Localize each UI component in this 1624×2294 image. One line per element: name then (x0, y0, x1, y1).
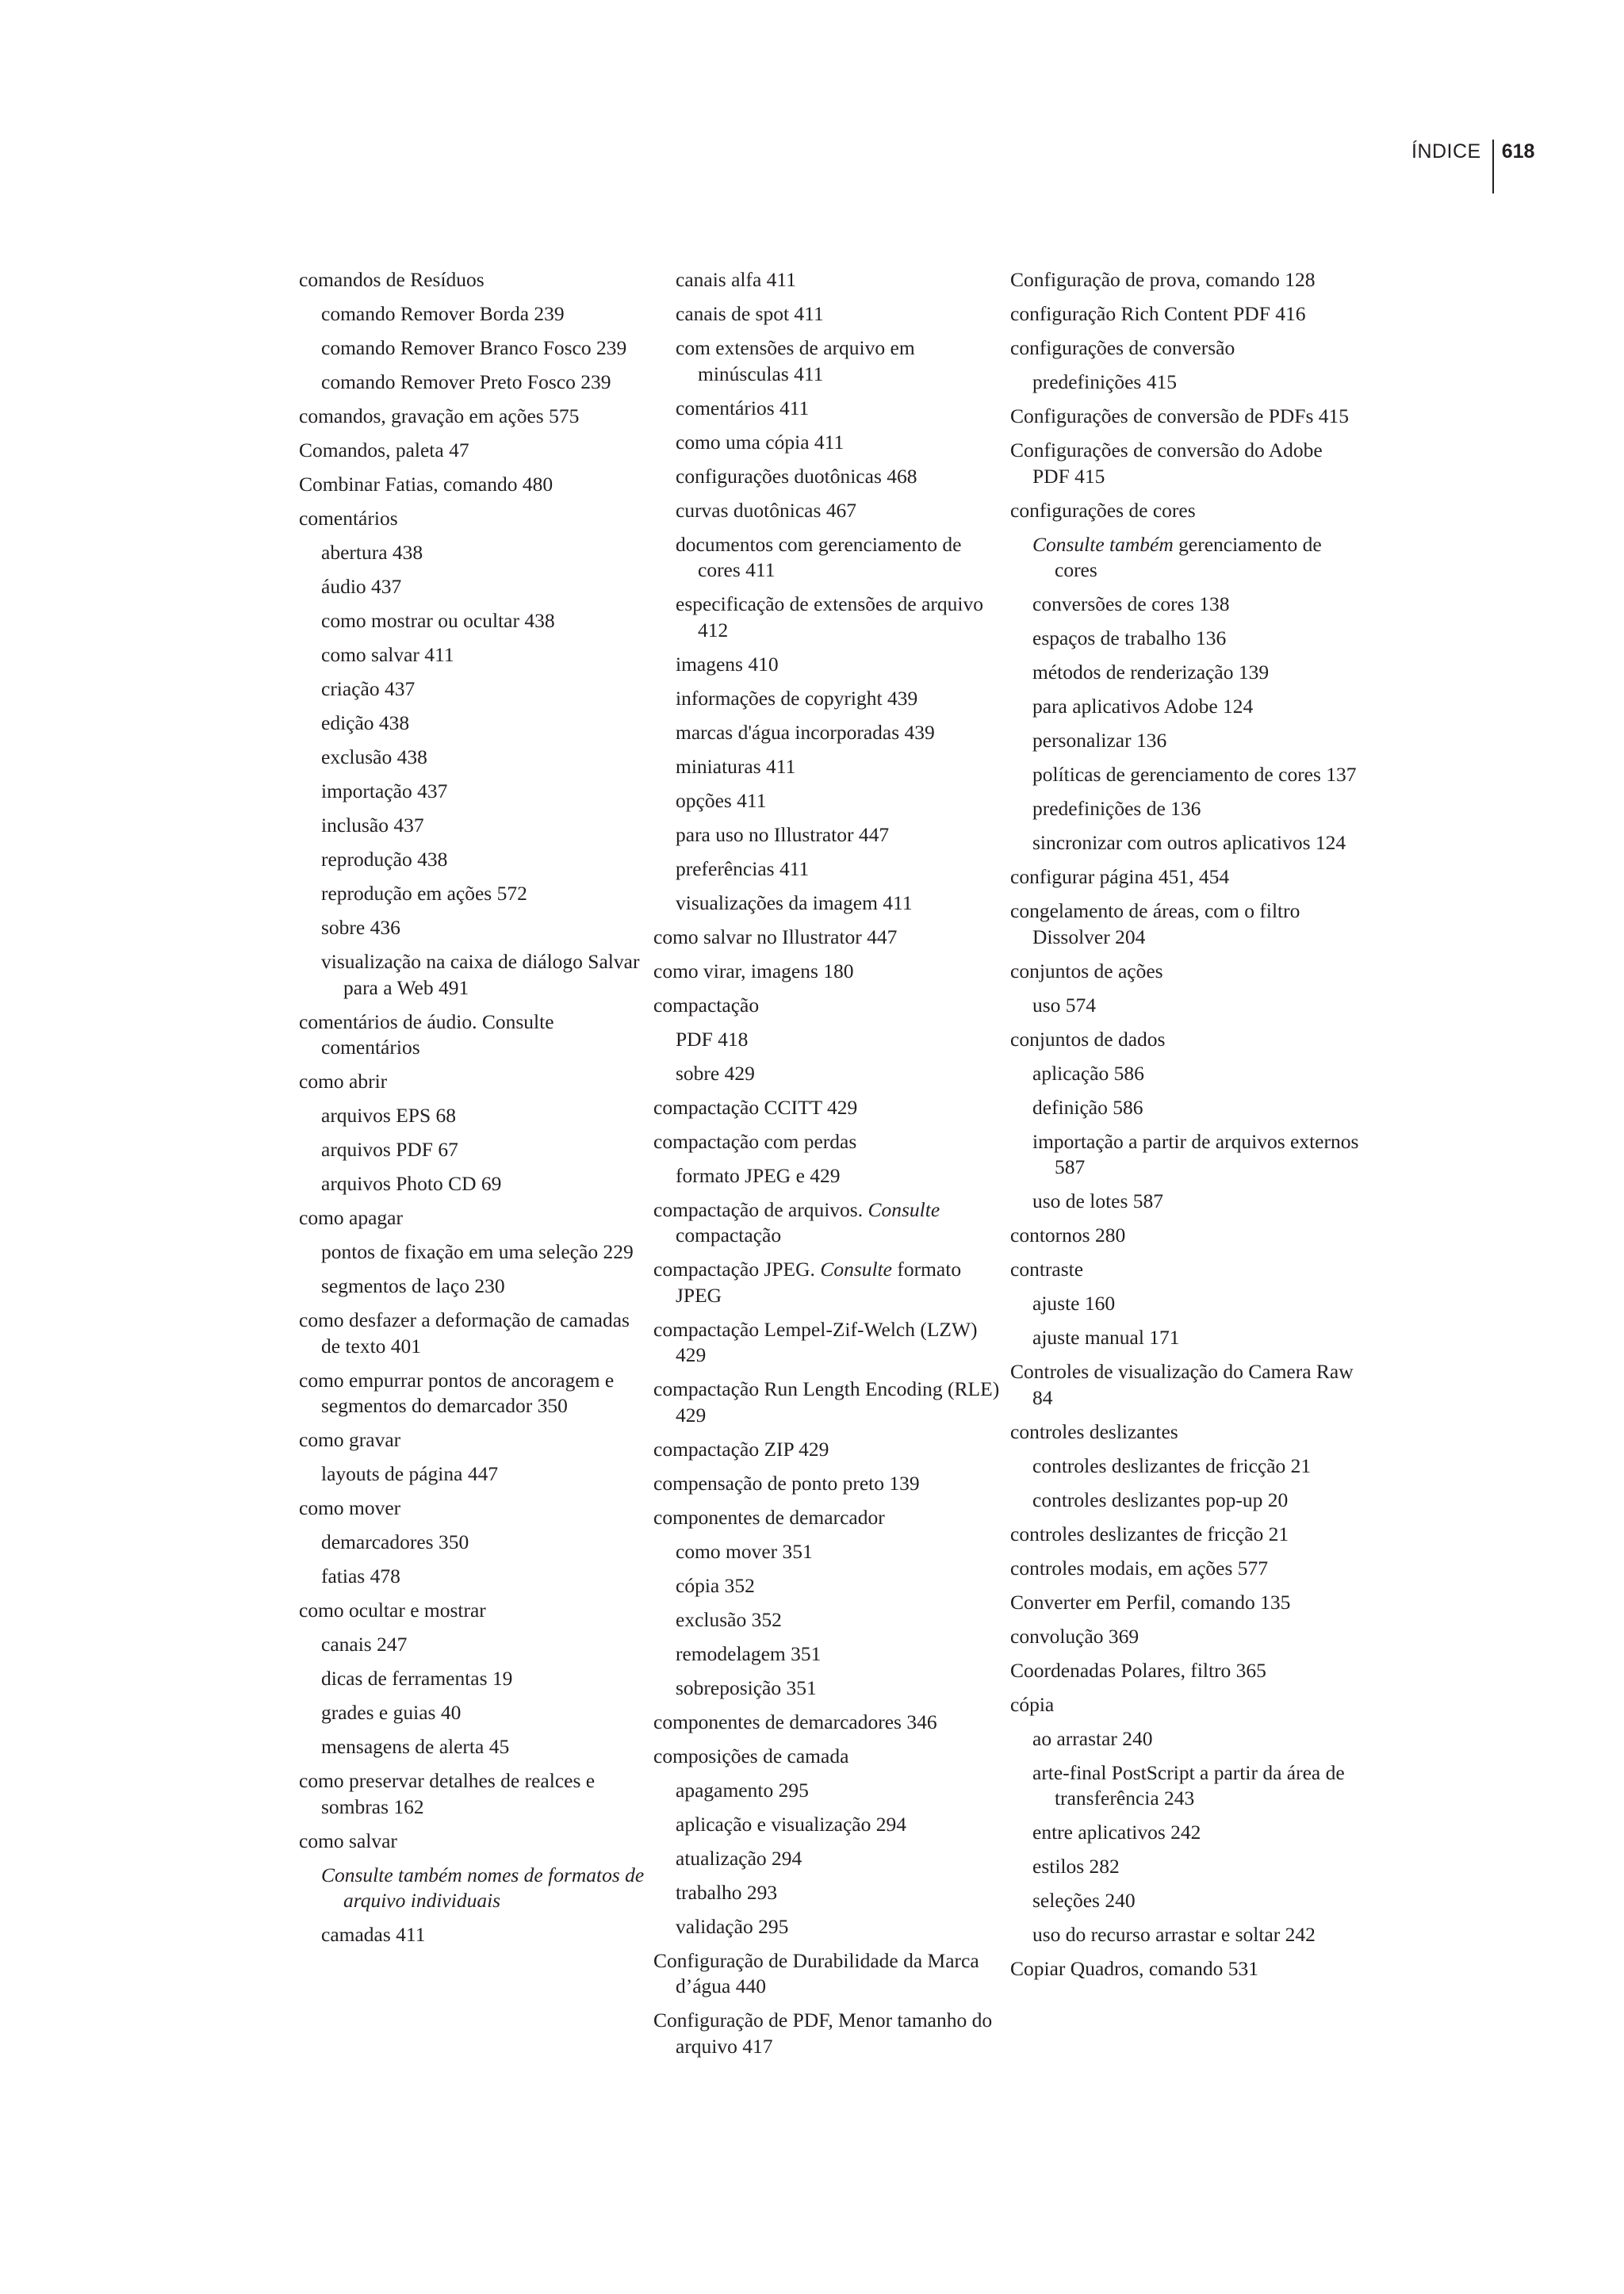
index-entry (653, 959, 1002, 985)
index-entry (1010, 959, 1359, 985)
index-subentry (1010, 694, 1359, 720)
index-subentry (653, 1573, 1002, 1599)
entry-text: visualização na caixa de diálogo Salvar para a Web 491 (321, 950, 640, 999)
index-entry (653, 1257, 1002, 1308)
index-subentry (1010, 1888, 1359, 1914)
index-entry (1010, 1692, 1359, 1718)
index-entry (299, 1598, 648, 1624)
index-subentry (653, 301, 1002, 327)
entry-text: conjuntos de dados (1010, 1027, 1166, 1051)
index-entry (653, 1744, 1002, 1770)
entry-text: importação 437 (321, 779, 448, 802)
entry-reference-target: gerenciamento de cores (1055, 532, 1322, 581)
entry-text: formato JPEG e 429 (676, 1163, 841, 1187)
entry-text: compactação com perdas (653, 1129, 857, 1153)
index-subentry (299, 1103, 648, 1129)
index-subentry (1010, 993, 1359, 1019)
index-subentry (1010, 1129, 1359, 1181)
header-section-title: ÍNDICE (1411, 140, 1481, 163)
index-subentry (653, 430, 1002, 456)
index-entry (1010, 898, 1359, 950)
index-entry (1010, 1522, 1359, 1548)
entry-text: validação 295 (676, 1914, 789, 1938)
entry-text: políticas de gerenciamento de cores 137 (1032, 763, 1357, 786)
entry-text: como abrir (299, 1070, 388, 1093)
entry-text: canais 247 (321, 1633, 408, 1656)
running-header (1411, 140, 1534, 193)
entry-text: aplicação e visualização 294 (676, 1812, 906, 1836)
index-subentry (299, 301, 648, 327)
entry-text: controles deslizantes de fricção 21 (1010, 1522, 1289, 1545)
index-subentry (653, 1914, 1002, 1940)
index-subentry (653, 754, 1002, 780)
index-subentry (653, 686, 1002, 712)
entry-text: arquivos PDF 67 (321, 1138, 458, 1161)
entry-text: comando Remover Borda 239 (321, 302, 565, 325)
entry-text: controles modais, em ações 577 (1010, 1556, 1269, 1580)
index-entry (1010, 301, 1359, 327)
entry-text: Controles de visualização do Camera Raw 84 (1010, 1360, 1354, 1409)
page-number: 618 (1501, 140, 1535, 163)
entry-cross-reference: Consulte (868, 1197, 940, 1221)
index-subentry (653, 856, 1002, 883)
entry-text: como mover 351 (676, 1539, 813, 1563)
index-subentry (1010, 592, 1359, 618)
index-subentry (653, 652, 1002, 678)
index-subentry (653, 335, 1002, 387)
index-subentry (653, 1027, 1002, 1053)
index-subentry (299, 642, 648, 668)
index-subentry (1010, 532, 1359, 584)
entry-text: Configurações de conversão de PDFs 415 (1010, 404, 1350, 427)
index-subentry (299, 745, 648, 771)
index-subentry (1010, 1854, 1359, 1880)
entry-text: convolução 369 (1010, 1624, 1139, 1648)
entry-text: configurações de cores (1010, 498, 1196, 522)
index-entry (299, 1427, 648, 1453)
entry-text: comandos, gravação em ações 575 (299, 404, 580, 427)
entry-text: documentos com gerenciamento de cores 411 (676, 532, 962, 581)
index-subentry (1010, 1922, 1359, 1948)
index-subentry (299, 1137, 648, 1163)
entry-text: sobre 429 (676, 1061, 755, 1085)
index-subentry (299, 1700, 648, 1726)
entry-text: pontos de fixação em uma seleção 229 (321, 1240, 634, 1263)
entry-text: Coordenadas Polares, filtro 365 (1010, 1658, 1266, 1682)
index-entry (1010, 1556, 1359, 1582)
entry-text: contornos 280 (1010, 1224, 1126, 1247)
index-entry (653, 1437, 1002, 1463)
entry-text: espaços de trabalho 136 (1032, 626, 1227, 649)
entry-text: especificação de extensões de arquivo 412 (676, 592, 983, 641)
entry-text: apagamento 295 (676, 1778, 809, 1802)
index-subentry (1010, 1061, 1359, 1087)
entry-cross-reference: Consulte (820, 1258, 892, 1281)
entry-text: configurar página 451, 454 (1010, 865, 1230, 888)
index-entry (653, 1095, 1002, 1121)
index-entry (1010, 1359, 1359, 1411)
index-subentry (653, 1539, 1002, 1565)
entry-text: áudio 437 (321, 575, 402, 598)
entry-text: sobre 436 (321, 916, 400, 939)
entry-text: compactação (653, 993, 760, 1017)
entry-text: comentários de áudio. Consulte comentários (299, 1009, 554, 1059)
index-entry (299, 1009, 648, 1061)
entry-text: sincronizar com outros aplicativos 124 (1032, 831, 1346, 854)
index-subentry (1010, 1453, 1359, 1480)
entry-text: como empurrar pontos de ancoragem e segmentos do demarcador 350 (299, 1368, 615, 1417)
index-entry (1010, 438, 1359, 489)
index-entry (1010, 498, 1359, 524)
entry-text: dicas de ferramentas 19 (321, 1667, 513, 1690)
entry-text: compactação de arquivos. (653, 1197, 868, 1221)
entry-text: composições de camada (653, 1744, 849, 1767)
index-subentry (1010, 1291, 1359, 1317)
index-entry (1010, 1624, 1359, 1650)
entry-text: comando Remover Branco Fosco 239 (321, 336, 627, 359)
index-subentry (1010, 830, 1359, 856)
entry-text: contraste (1010, 1258, 1084, 1281)
index-entry (653, 1710, 1002, 1736)
index-entry (299, 1368, 648, 1419)
index-entry (299, 1069, 648, 1095)
index-subentry (299, 915, 648, 941)
index-subentry (299, 335, 648, 362)
entry-text: compactação ZIP 429 (653, 1437, 829, 1461)
entry-text: inclusão 437 (321, 814, 424, 837)
entry-text: reprodução em ações 572 (321, 882, 527, 905)
entry-text: visualizações da imagem 411 (676, 890, 913, 914)
index-subentry (1010, 762, 1359, 788)
index-subentry (1010, 1189, 1359, 1215)
index-subentry (299, 1273, 648, 1300)
index-subentry (299, 779, 648, 805)
index-entry (299, 1768, 648, 1820)
index-subentry (299, 1632, 648, 1658)
index-entry (299, 1496, 648, 1522)
entry-text: componentes de demarcadores 346 (653, 1710, 937, 1733)
entry-text: criação 437 (321, 677, 416, 700)
entry-text: arquivos Photo CD 69 (321, 1172, 502, 1195)
index-subentry (299, 1461, 648, 1488)
index-subentry (653, 1607, 1002, 1633)
entry-text: informações de copyright 439 (676, 686, 918, 710)
index-entry (1010, 1419, 1359, 1446)
index-subentry (1010, 1488, 1359, 1514)
entry-cross-reference: Consulte também nomes de formatos de arquivo individuais (321, 1863, 645, 1912)
index-subentry (653, 532, 1002, 584)
index-subentry (299, 1171, 648, 1197)
index-subentry (299, 949, 648, 1001)
index-subentry (299, 1530, 648, 1556)
entry-text: Combinar Fatias, comando 480 (299, 473, 553, 496)
index-subentry (299, 1564, 648, 1590)
entry-text: como desfazer a deformação de camadas de texto 401 (299, 1308, 630, 1358)
entry-text: ajuste manual 171 (1032, 1326, 1180, 1349)
index-entry (299, 506, 648, 532)
index-column-2 (653, 267, 1002, 2068)
index-subentry (299, 1863, 648, 1914)
entry-text: fatias 478 (321, 1564, 400, 1587)
index-subentry (1010, 1820, 1359, 1846)
index-subentry (1010, 660, 1359, 686)
entry-text: imagens 410 (676, 652, 779, 676)
entry-text: compensação de ponto preto 139 (653, 1471, 920, 1495)
index-subentry (653, 1778, 1002, 1804)
index-subentry (299, 608, 648, 634)
entry-text: como preservar detalhes de realces e sombras 162 (299, 1769, 596, 1818)
index-entry (1010, 335, 1359, 362)
entry-text: marcas d'água incorporadas 439 (676, 720, 935, 744)
entry-text: Comandos, paleta 47 (299, 439, 469, 461)
index-subentry (1010, 626, 1359, 652)
entry-text: PDF 418 (676, 1027, 749, 1051)
index-subentry (299, 370, 648, 396)
index-subentry (653, 1641, 1002, 1668)
index-subentry (299, 813, 648, 839)
entry-text: como ocultar e mostrar (299, 1599, 486, 1622)
index-subentry (653, 822, 1002, 848)
entry-text: ajuste 160 (1032, 1292, 1116, 1315)
index-entry (1010, 1590, 1359, 1616)
entry-text: comandos de Resíduos (299, 268, 485, 291)
entry-text: configurações duotônicas 468 (676, 464, 917, 488)
entry-text: compactação JPEG. (653, 1258, 821, 1281)
index-column-1 (299, 267, 648, 1956)
entry-text: predefinições de 136 (1032, 797, 1201, 820)
index-subentry (299, 574, 648, 600)
entry-text: como apagar (299, 1206, 403, 1229)
entry-text: reprodução 438 (321, 848, 448, 871)
entry-text: canais alfa 411 (676, 268, 796, 291)
index-subentry (1010, 728, 1359, 754)
entry-text: uso do recurso arrastar e soltar 242 (1032, 1923, 1316, 1946)
entry-text: preferências 411 (676, 856, 810, 880)
index-subentry (299, 1734, 648, 1760)
index-entry (653, 1471, 1002, 1497)
entry-reference-target: formato JPEG (676, 1258, 962, 1307)
entry-text: para aplicativos Adobe 124 (1032, 695, 1254, 718)
entry-text: estilos 282 (1032, 1855, 1120, 1878)
entry-text: controles deslizantes pop-up 20 (1032, 1488, 1289, 1511)
index-entry (1010, 404, 1359, 430)
entry-text: importação a partir de arquivos externos 587 (1032, 1129, 1359, 1178)
index-subentry (653, 396, 1002, 422)
entry-text: compactação CCITT 429 (653, 1095, 858, 1119)
entry-cross-reference: Consulte também (1032, 532, 1174, 556)
index-entry (299, 1829, 648, 1855)
entry-text: arte-final PostScript a partir da área de transferência 243 (1032, 1760, 1345, 1810)
entry-text: layouts de página 447 (321, 1462, 499, 1485)
entry-text: como salvar (299, 1829, 397, 1852)
index-subentry (653, 1061, 1002, 1087)
entry-text: Configurações de conversão do Adobe PDF 415 (1010, 439, 1323, 488)
index-subentry (1010, 1760, 1359, 1812)
index-entry (1010, 1658, 1359, 1684)
index-entry (653, 1948, 1002, 2000)
entry-text: cópia (1010, 1692, 1055, 1716)
entry-text: comentários (299, 507, 398, 530)
index-subentry (653, 592, 1002, 643)
index-entry (299, 267, 648, 293)
index-subentry (1010, 1726, 1359, 1752)
index-entry (1010, 267, 1359, 293)
entry-text: trabalho 293 (676, 1880, 778, 1904)
entry-text: Copiar Quadros, comando 531 (1010, 1957, 1259, 1980)
entry-text: conversões de cores 138 (1032, 592, 1230, 615)
entry-text: sobreposição 351 (676, 1676, 817, 1699)
index-column-3 (1010, 267, 1359, 1990)
index-subentry (299, 1666, 648, 1692)
entry-text: como salvar 411 (321, 643, 454, 666)
entry-text: edição 438 (321, 711, 410, 734)
index-entry (653, 993, 1002, 1019)
entry-text: atualização 294 (676, 1846, 802, 1870)
index-subentry (653, 720, 1002, 746)
entry-text: uso 574 (1032, 993, 1097, 1017)
entry-text: aplicação 586 (1032, 1061, 1144, 1085)
entry-text: opções 411 (676, 788, 767, 812)
entry-text: demarcadores 350 (321, 1530, 469, 1553)
index-subentry (653, 1163, 1002, 1189)
index-entry (653, 925, 1002, 951)
entry-text: como gravar (299, 1428, 401, 1451)
index-entry (299, 472, 648, 498)
entry-text: compactação Run Length Encoding (RLE) 429 (653, 1377, 1000, 1427)
index-subentry (1010, 370, 1359, 396)
index-subentry (299, 676, 648, 703)
index-subentry (299, 1922, 648, 1948)
index-subentry (653, 1812, 1002, 1838)
index-subentry (653, 267, 1002, 293)
index-subentry (1010, 1095, 1359, 1121)
index-entry (653, 1505, 1002, 1531)
index-subentry (653, 464, 1002, 490)
entry-text: configurações de conversão (1010, 336, 1235, 359)
index-subentry (653, 1676, 1002, 1702)
index-subentry (299, 881, 648, 907)
index-entry (299, 404, 648, 430)
entry-text: como uma cópia 411 (676, 430, 845, 454)
entry-text: abertura 438 (321, 541, 423, 564)
entry-text: conjuntos de ações (1010, 959, 1163, 982)
index-entry (1010, 1257, 1359, 1283)
entry-text: como mostrar ou ocultar 438 (321, 609, 555, 632)
entry-text: controles deslizantes (1010, 1419, 1178, 1443)
entry-text: mensagens de alerta 45 (321, 1735, 510, 1758)
index-entry (1010, 1956, 1359, 1982)
index-subentry (1010, 796, 1359, 822)
index-entry (1010, 1223, 1359, 1249)
entry-text: Configuração de prova, comando 128 (1010, 268, 1316, 291)
entry-text: comentários 411 (676, 396, 810, 419)
entry-text: grades e guias 40 (321, 1701, 462, 1724)
entry-text: uso de lotes 587 (1032, 1189, 1164, 1212)
entry-text: controles deslizantes de fricção 21 (1032, 1453, 1312, 1477)
entry-text: cópia 352 (676, 1573, 755, 1597)
entry-text: exclusão 352 (676, 1607, 782, 1631)
entry-text: Configuração de PDF, Menor tamanho do arquivo 417 (653, 2009, 993, 2058)
index-subentry (299, 540, 648, 566)
index-subentry (299, 1239, 648, 1266)
entry-text: comando Remover Preto Fosco 239 (321, 370, 611, 393)
entry-text: predefinições 415 (1032, 370, 1177, 393)
entry-text: componentes de demarcador (653, 1505, 885, 1529)
index-subentry (299, 710, 648, 737)
index-entry (299, 1205, 648, 1231)
entry-text: compactação Lempel-Zif-Welch (LZW) 429 (653, 1317, 978, 1366)
index-entry (653, 1197, 1002, 1249)
entry-text: definição 586 (1032, 1095, 1143, 1119)
entry-text: ao arrastar 240 (1032, 1726, 1153, 1750)
index-entry (653, 1129, 1002, 1155)
entry-text: como salvar no Illustrator 447 (653, 925, 898, 948)
entry-text: camadas 411 (321, 1923, 426, 1946)
index-entry (653, 2008, 1002, 2059)
entry-text: miniaturas 411 (676, 754, 796, 778)
entry-text: Converter em Perfil, comando 135 (1010, 1590, 1291, 1614)
entry-text: personalizar 136 (1032, 729, 1167, 752)
entry-text: com extensões de arquivo em minúsculas 411 (676, 336, 915, 385)
entry-text: canais de spot 411 (676, 302, 824, 325)
entry-text: entre aplicativos 242 (1032, 1821, 1201, 1844)
entry-text: métodos de renderização 139 (1032, 661, 1270, 684)
entry-text: seleções 240 (1032, 1889, 1136, 1912)
entry-reference-target: compactação (676, 1224, 782, 1247)
index-entry (299, 1308, 648, 1359)
entry-text: congelamento de áreas, com o filtro Dissolver 204 (1010, 899, 1300, 948)
index-subentry (653, 890, 1002, 917)
entry-text: Configuração de Durabilidade da Marca d’água 440 (653, 1948, 979, 1997)
entry-text: configuração Rich Content PDF 416 (1010, 302, 1306, 325)
entry-text: exclusão 438 (321, 745, 427, 768)
index-subentry (1010, 1325, 1359, 1351)
index-entry (653, 1317, 1002, 1369)
index-entry (299, 438, 648, 464)
index-subentry (653, 498, 1002, 524)
entry-text: arquivos EPS 68 (321, 1104, 457, 1127)
entry-text: segmentos de laço 230 (321, 1274, 505, 1297)
index-entry (1010, 864, 1359, 890)
index-entry (653, 1377, 1002, 1428)
index-subentry (299, 847, 648, 873)
index-subentry (653, 788, 1002, 814)
index-entry (1010, 1027, 1359, 1053)
entry-text: curvas duotônicas 467 (676, 498, 857, 522)
index-subentry (653, 1880, 1002, 1906)
entry-text: remodelagem 351 (676, 1641, 822, 1665)
entry-text: para uso no Illustrator 447 (676, 822, 890, 846)
index-subentry (653, 1846, 1002, 1872)
entry-text: como mover (299, 1496, 401, 1519)
entry-text: como virar, imagens 180 (653, 959, 854, 982)
